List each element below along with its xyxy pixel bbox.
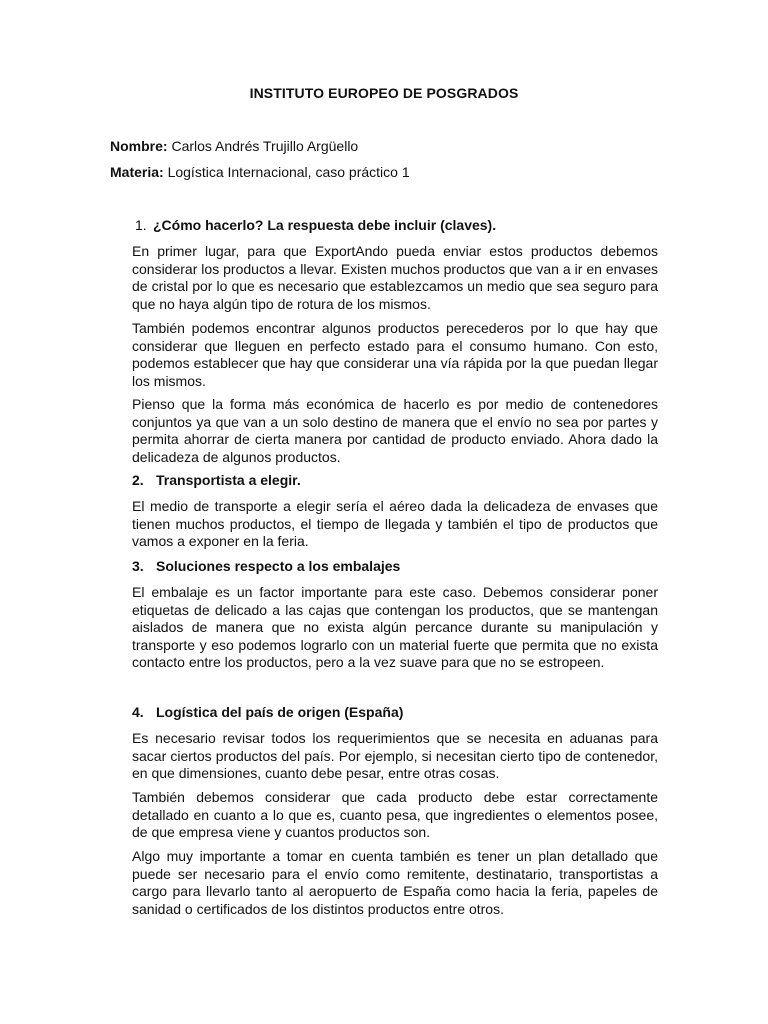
name-line [110, 138, 358, 156]
section-heading-text: ¿Cómo hacerlo? La respuesta debe incluir (claves). [153, 217, 497, 233]
section-2-paragraph-1: El medio de transporte a elegir sería el aéreo dada la delicadeza de envases que tienen muchos productos, el tiempo de llegada y también el tipo de productos que vamos a exponer en la feria. [132, 498, 658, 549]
section-1-paragraph-2: También podemos encontrar algunos productos perecederos por lo que hay que considerar que lleguen en perfecto estado para el consumo humano. Con esto, podemos establecer que hay que considerar una vía rápida por la que puedan llegar los mismos. [132, 320, 658, 389]
section-heading-text: Logística del país de origen (España) [156, 704, 404, 720]
section-4-paragraph-3: Algo muy importante a tomar en cuenta también es tener un plan detallado que puede ser necesario para el envío como remitente, destinatario, transportistas a cargo para llevarlo tanto al aeropuerto de España como hacia la feria, papeles de sanidad o certificados de los distintos productos entre otros. [132, 848, 658, 917]
section-2-heading [132, 472, 658, 490]
name-label: Nombre: [110, 138, 168, 154]
section-1-paragraph-3: Pienso que la forma más económica de hacerlo es por medio de contenedores conjuntos ya que van a un solo destino de manera que el envío no sea por partes y permita ahorrar de cierta manera por cantidad de producto enviado. Ahora dado la delicadeza de algunos productos. [132, 396, 658, 465]
section-1-heading [132, 217, 658, 235]
section-number: 1. [135, 217, 147, 233]
subject-value: Logística Internacional, caso práctico 1 [167, 164, 410, 180]
subject-line [110, 164, 410, 182]
section-3-heading [132, 558, 658, 576]
section-4-paragraph-1: Es necesario revisar todos los requerimientos que se necesita en aduanas para sacar ciertos productos del país. Por ejemplo, si necesitan cierto tipo de contenedor, en que dimensiones, cuanto debe pesar, entre otras cosas. [132, 730, 658, 781]
section-4-paragraph-2: También debemos considerar que cada producto debe estar correctamente detallado en cuanto a lo que es, cuanto pesa, que ingredientes o elementos posee, de que empresa viene y cuantos productos son. [132, 789, 658, 840]
section-heading-text: Transportista a elegir. [156, 472, 301, 488]
section-number: 4. [132, 704, 144, 720]
subject-label: Materia: [110, 164, 164, 180]
section-3-paragraph-1: El embalaje es un factor importante para este caso. Debemos considerar poner etiquetas de delicado a las cajas que contengan los productos, que se mantengan aislados de manera que no exista algún percance durante su manipulación y transporte y eso podemos lograrlo con un material fuerte que permita que no exista contacto entre los productos, pero a la vez suave para que no se estropeen. [132, 584, 658, 670]
section-number: 3. [132, 558, 144, 574]
section-4-heading [132, 704, 658, 722]
section-heading-text: Soluciones respecto a los embalajes [156, 558, 401, 574]
section-number: 2. [132, 472, 144, 488]
section-1-paragraph-1: En primer lugar, para que ExportAndo pueda enviar estos productos debemos considerar los productos a llevar. Existen muchos productos que van a ir en envases de cristal por lo que es necesario que establezcamos un medio que sea seguro para que no haya algún tipo de rotura de los mismos. [132, 243, 658, 312]
document-title: INSTITUTO EUROPEO DE POSGRADOS [249, 85, 519, 101]
name-value: Carlos Andrés Trujillo Argüello [171, 138, 359, 154]
